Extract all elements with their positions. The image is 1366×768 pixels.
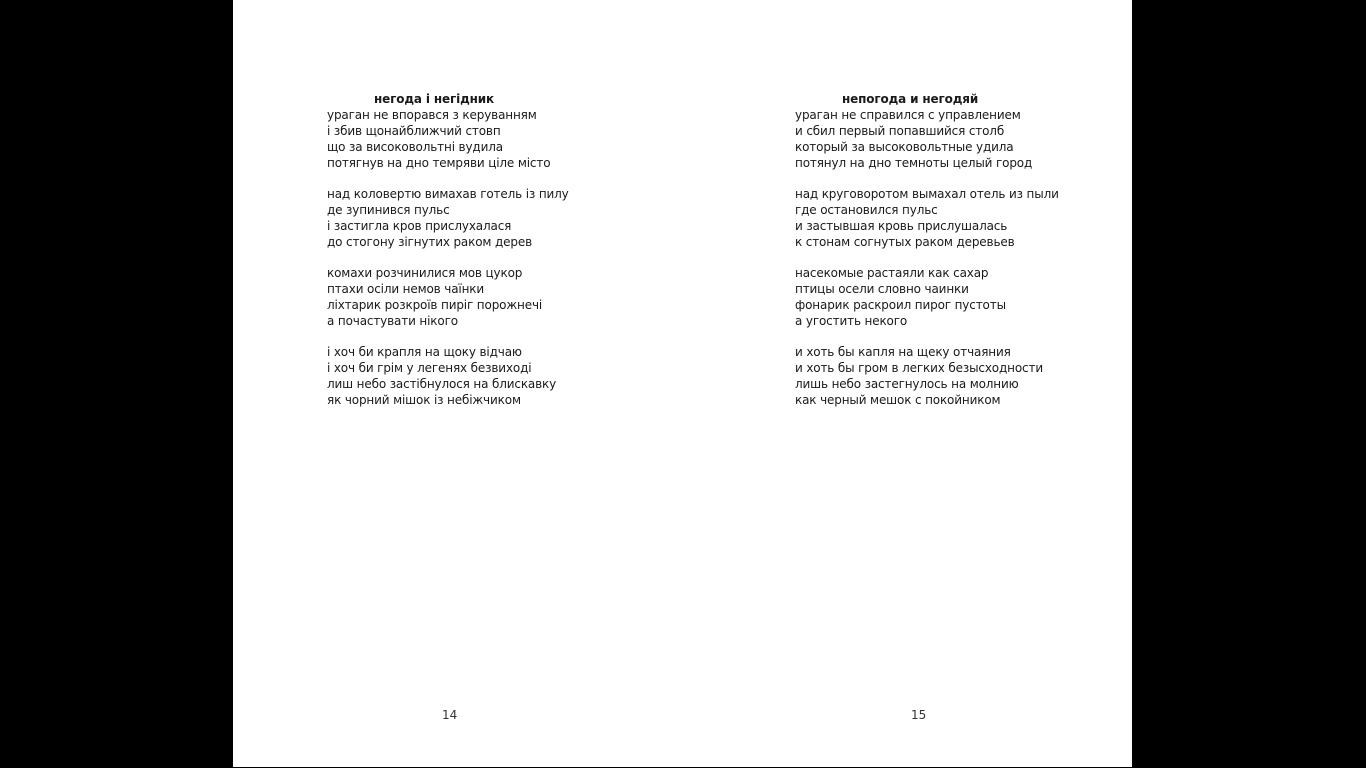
- poem-line: и сбил первый попавшийся столб: [795, 123, 1005, 138]
- poem-line: і збив щонайближчий стовп: [327, 123, 501, 138]
- poem-line: и хоть бы гром в легких безысходности: [795, 361, 1043, 376]
- poem-line: що за високовольтні вудила: [327, 139, 503, 154]
- poem-line: потягнув на дно темряви ціле місто: [327, 155, 551, 170]
- poem-line: ураган не впорався з керуванням: [327, 108, 537, 122]
- poem-line: фонарик раскроил пирог пустоты: [795, 297, 1006, 312]
- stanza: [795, 266, 1059, 330]
- poem-line: птицы осели словно чаинки: [795, 282, 969, 297]
- poem-line: ураган не справился с управлением: [795, 108, 1021, 122]
- page-right: [682, 0, 1132, 767]
- poem-line: як чорний мішок із небіжчиком: [327, 392, 521, 407]
- stanza: [327, 345, 569, 409]
- page-number: 14: [442, 708, 458, 722]
- poem-russian: [795, 92, 1059, 409]
- poem-line: и хоть бы капля на щеку отчаяния: [795, 345, 1011, 360]
- stanza: [795, 108, 1059, 172]
- poem-line: ліхтарик розкроїв пиріг порожнечі: [327, 297, 543, 312]
- poem-line: а угостить некого: [795, 313, 908, 328]
- poem-title: непогода и негодяй: [842, 92, 979, 106]
- poem-line: к стонам согнутых раком деревьев: [795, 234, 1015, 249]
- poem-line: і застигла кров прислухалася: [327, 218, 512, 233]
- stanza: [327, 187, 569, 251]
- page-left: [233, 0, 682, 767]
- poem-line: над круговоротом вымахал отель из пыли: [795, 187, 1059, 202]
- stanza: [795, 187, 1059, 251]
- stanza: [795, 345, 1059, 409]
- poem-line: комахи розчинилися мов цукор: [327, 266, 523, 281]
- page-number: 15: [911, 708, 927, 722]
- poem-line: и застывшая кровь прислушалась: [795, 218, 1008, 233]
- poem-title: негода і негідник: [374, 92, 494, 106]
- stanza: [327, 266, 569, 330]
- poem-line: как черный мешок с покойником: [795, 392, 1001, 407]
- poem-line: лишь небо застегнулось на молнию: [795, 376, 1019, 391]
- poem-line: потянул на дно темноты целый город: [795, 155, 1033, 170]
- poem-line: где остановился пульс: [795, 202, 938, 217]
- poem-line: а почастувати нікого: [327, 313, 458, 328]
- page-spread: [233, 0, 1132, 767]
- poem-line: до стогону зігнутих раком дерев: [327, 234, 532, 249]
- poem-line: насекомые растаяли как сахар: [795, 266, 989, 281]
- poem-line: і хоч би грім у легенях безвиході: [327, 361, 532, 376]
- poem-line: птахи осіли немов чаїнки: [327, 282, 485, 297]
- poem-ukrainian: [327, 92, 569, 409]
- stanza: [327, 108, 569, 172]
- poem-line: который за высоковольтные удила: [795, 139, 1014, 154]
- poem-line: і хоч би крапля на щоку відчаю: [327, 345, 522, 360]
- poem-line: де зупинився пульс: [327, 202, 450, 217]
- poem-line: над коловертю вимахав готель із пилу: [327, 187, 569, 202]
- poem-line: лиш небо застібнулося на блискавку: [327, 376, 557, 391]
